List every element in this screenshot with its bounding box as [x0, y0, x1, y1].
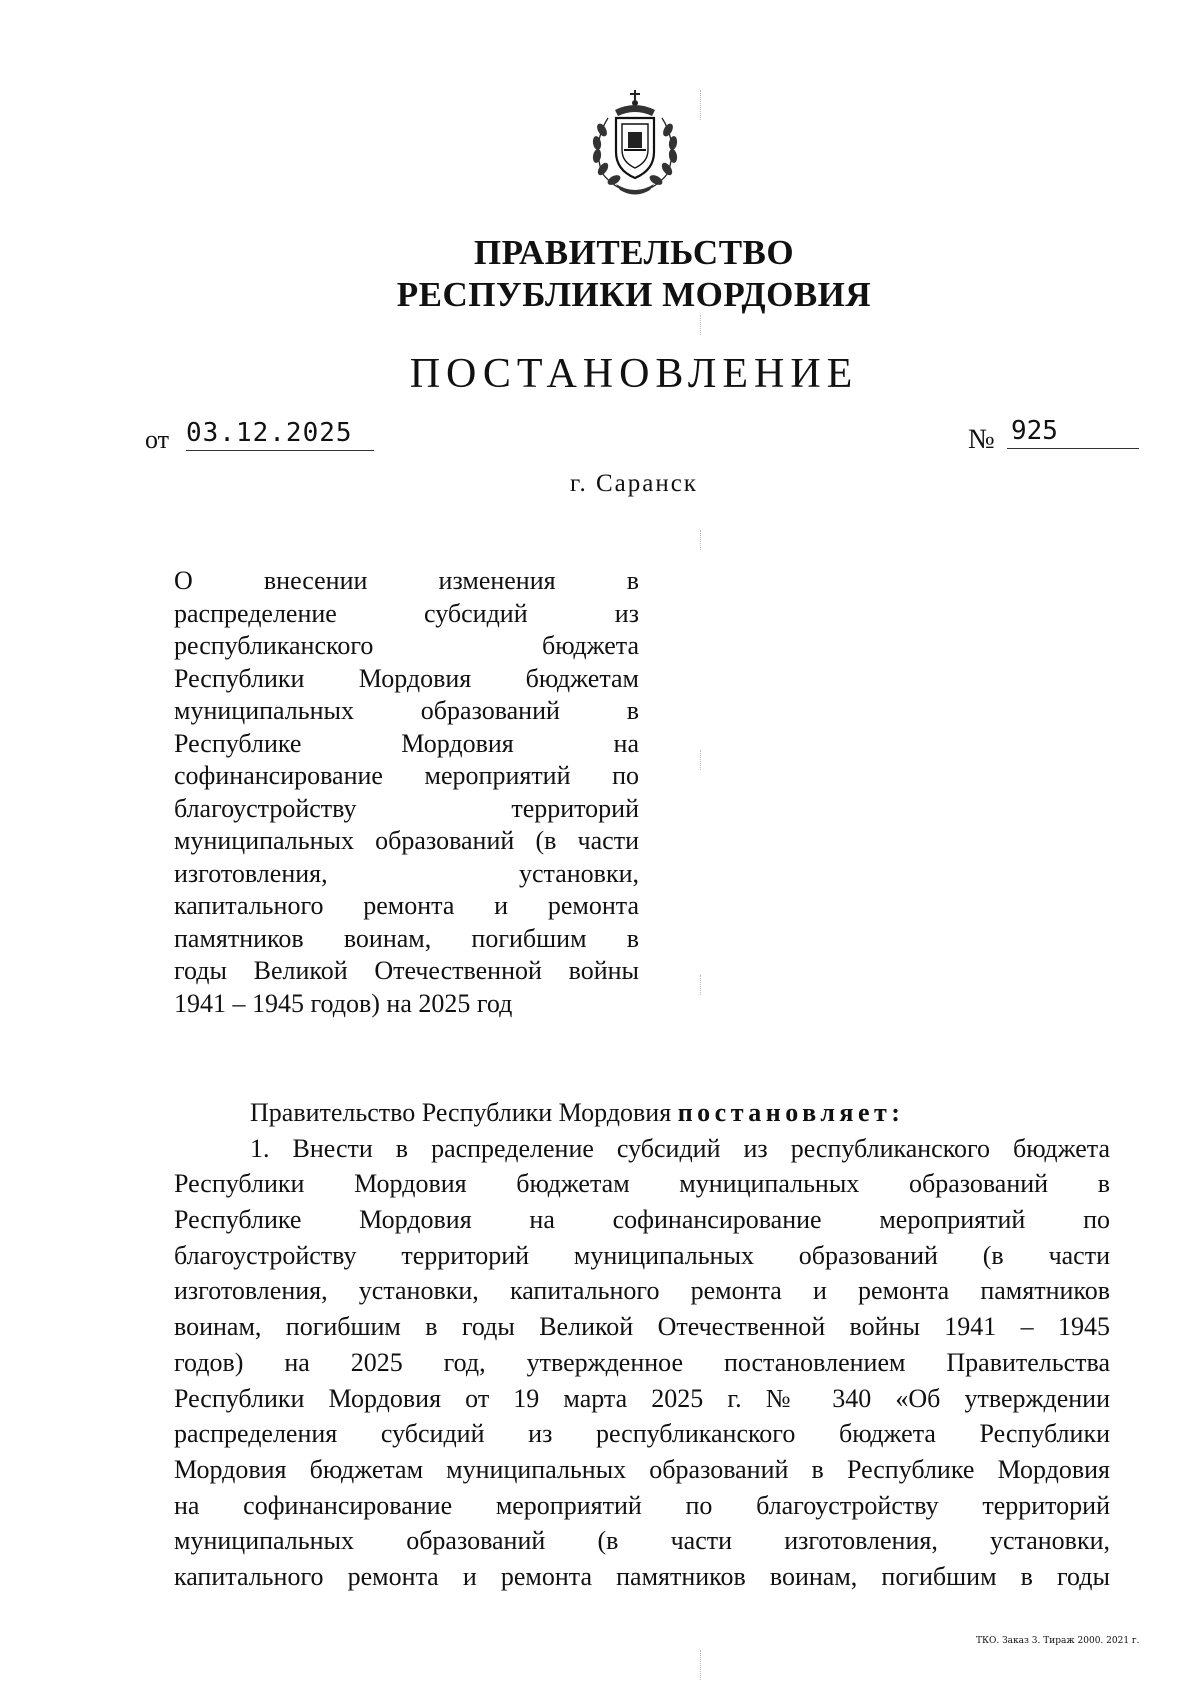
document-subject	[174, 565, 639, 1020]
date-prefix: от	[145, 425, 170, 454]
scan-mark	[700, 530, 702, 550]
subject-line: республиканского бюджета	[174, 631, 639, 660]
subject-line: 1941 – 1945 годов) на 2025 год	[174, 988, 513, 1018]
government-title: ПРАВИТЕЛЬСТВО	[473, 233, 795, 272]
subject-line: муниципальных образований (в части	[174, 826, 639, 855]
subject-line: годы Великой Отечественной войны	[174, 956, 639, 985]
coat-of-arms-emblem	[580, 88, 690, 200]
print-footer: ТКО. Заказ 3. Тираж 2000. 2021 г.	[976, 1636, 1140, 1646]
body-line: на софинансирование мероприятий по благоустройству территорий	[174, 1490, 1110, 1520]
body-line: Республики Мордовия бюджетам муниципальных образований в	[174, 1169, 1110, 1199]
subject-line: изготовления, установки,	[174, 858, 639, 888]
government-subtitle: РЕСПУБЛИКИ МОРДОВИЯ	[396, 275, 872, 314]
document-date: 03.12.2025	[186, 418, 374, 451]
body-line: воинам, погибшим в годы Великой Отечественной войны 1941 – 1945	[174, 1312, 1110, 1342]
subject-line: Республике Мордовия на	[174, 728, 639, 758]
body-line: изготовления, установки, капитального ремонта и ремонта памятников	[174, 1276, 1110, 1306]
body-line: благоустройству территорий муниципальных образований (в части	[174, 1240, 1110, 1270]
body-line: распределения субсидий из республиканского бюджета Республики	[174, 1419, 1110, 1449]
body-line: муниципальных образований (в части изготовления, установки,	[174, 1526, 1110, 1556]
document-city: г. Саранск	[570, 470, 698, 497]
subject-line: памятников воинам, погибшим в	[174, 923, 639, 953]
subject-line: муниципальных образований в	[174, 696, 639, 725]
scan-mark	[700, 975, 702, 995]
subject-line: Республики Мордовия бюджетам	[174, 663, 639, 693]
body-intro-text: Правительство Республики Мордовия	[250, 1098, 678, 1127]
body-line: Республике Мордовия на софинансирование мероприятий по	[174, 1205, 1110, 1235]
scan-mark	[700, 90, 702, 120]
scan-mark	[700, 750, 702, 770]
scan-mark	[700, 315, 702, 335]
body-line: 1. Внести в распределение субсидий из республиканского бюджета	[250, 1133, 1110, 1163]
body-line: годов) на 2025 год, утвержденное постановлением Правительства	[174, 1347, 1110, 1377]
subject-line: капитального ремонта и ремонта	[174, 891, 639, 920]
document-type: ПОСТАНОВЛЕНИЕ	[409, 351, 859, 397]
body-intro	[174, 1095, 1110, 1131]
body-intro-action: постановляет:	[677, 1098, 905, 1127]
number-sign: №	[968, 424, 995, 455]
body-line: Мордовия бюджетам муниципальных образований в Республике Мордовия	[174, 1454, 1110, 1484]
subject-line: софинансирование мероприятий по	[174, 761, 639, 790]
scan-mark	[700, 1650, 702, 1680]
subject-line: распределение субсидий из	[174, 598, 639, 628]
document-body	[174, 1095, 1110, 1595]
subject-line: О внесении изменения в	[174, 566, 639, 595]
body-line: капитального ремонта и ремонта памятников воинам, погибшим в годы	[174, 1561, 1110, 1591]
body-line: Республики Мордовия от 19 марта 2025 г. № 340 «Об утверждении	[174, 1383, 1110, 1413]
subject-line: благоустройству территорий	[174, 793, 639, 823]
document-number: 925	[1007, 416, 1139, 449]
